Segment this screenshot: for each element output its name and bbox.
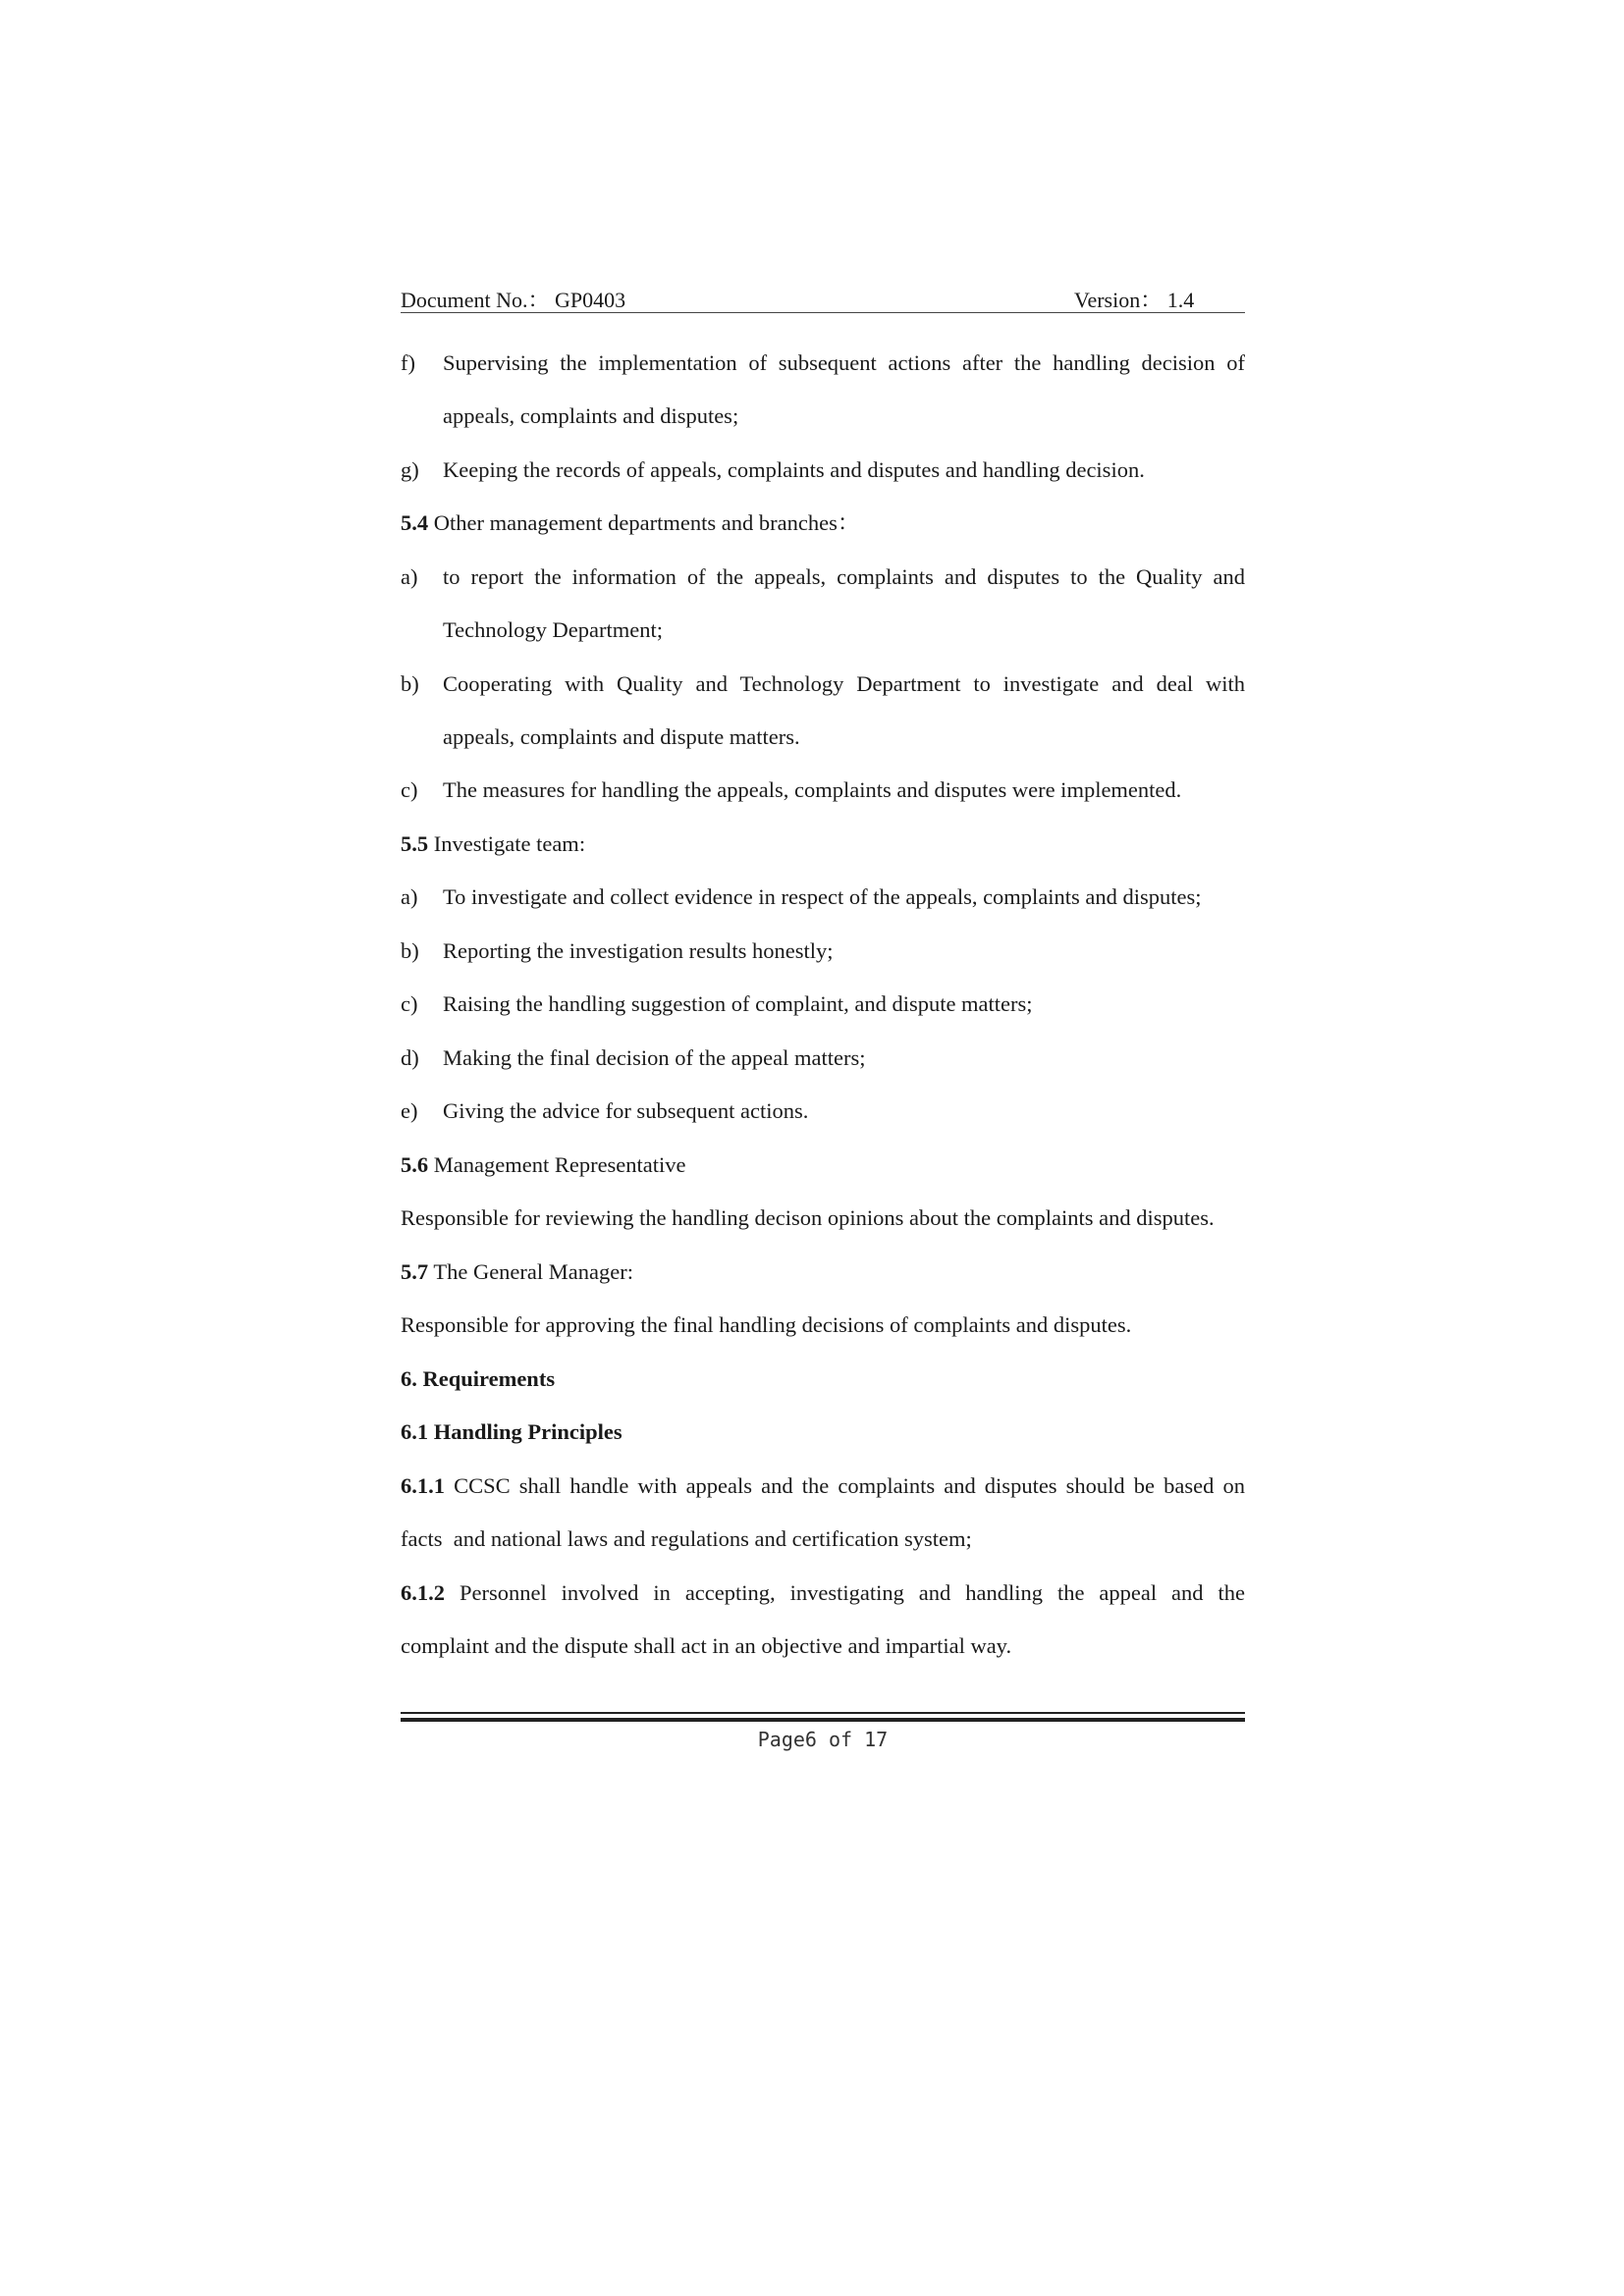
clause-6-1-1-line1 — [401, 1472, 1245, 1500]
list-marker: c) — [401, 777, 418, 802]
list-item-text: Cooperating with Quality and Technology Department to investigate and deal with — [443, 671, 1245, 696]
list-item-text: Making the final decision of the appeal matters; — [443, 1045, 866, 1070]
list-item-f-line1 — [401, 349, 1245, 377]
clause-number: 6.1.1 — [401, 1473, 445, 1498]
clause-6-1-2-line2: complaint and the dispute shall act in an objective and impartial way. — [401, 1633, 1012, 1658]
list-item-f-line2: appeals, complaints and disputes; — [443, 403, 739, 428]
list-item-text: to report the information of the appeals, complaints and disputes to the Quality and — [443, 564, 1245, 589]
section-5-7-heading — [401, 1258, 1245, 1286]
list-item-5-4-b-line2: appeals, complaints and dispute matters. — [443, 724, 800, 749]
list-item-5-4-a-line1 — [401, 563, 1245, 591]
list-item-text: Keeping the records of appeals, complaints and disputes and handling decision. — [443, 457, 1145, 482]
document-number: Document No.： GP0403 — [401, 288, 626, 312]
list-item-text: Raising the handling suggestion of complaint, and dispute matters; — [443, 991, 1033, 1016]
section-5-6-text: Responsible for reviewing the handling decison opinions about the complaints and disputes. — [401, 1205, 1215, 1230]
list-marker: d) — [401, 1045, 419, 1070]
section-title: Management Representative — [428, 1152, 686, 1177]
section-number: 5.7 — [401, 1259, 429, 1284]
footer-rule-thin — [401, 1712, 1245, 1714]
section-title: Investigate team: — [428, 831, 586, 856]
list-marker: b) — [401, 938, 419, 963]
section-number: 5.4 — [401, 510, 429, 535]
list-marker: f) — [401, 350, 415, 375]
section-5-6-heading — [401, 1151, 1245, 1179]
section-title: The General Manager: — [428, 1259, 633, 1284]
list-marker: c) — [401, 991, 418, 1016]
list-item-5-4-b-line1 — [401, 670, 1245, 698]
clause-text: Personnel involved in accepting, investigating and handling the appeal and the — [445, 1580, 1245, 1605]
section-5-5-heading — [401, 830, 1245, 858]
section-number: 5.6 — [401, 1152, 429, 1177]
clause-6-1-2-line1 — [401, 1579, 1245, 1607]
list-item-5-5-a — [401, 883, 1245, 911]
list-item-text: To investigate and collect evidence in respect of the appeals, complaints and disputes; — [443, 884, 1202, 909]
list-marker: a) — [401, 564, 418, 589]
section-5-4-heading — [401, 509, 1245, 537]
page-number: Page6 of 17 — [757, 1728, 889, 1751]
list-item-g — [401, 456, 1245, 484]
section-title: Other management departments and branches： — [428, 510, 860, 535]
list-marker: b) — [401, 671, 419, 696]
section-6-heading: 6. Requirements — [401, 1366, 556, 1391]
list-item-5-4-c — [401, 776, 1245, 804]
list-item-text: Supervising the implementation of subsequent actions after the handling decision of — [443, 350, 1245, 375]
list-item-text: Reporting the investigation results honestly; — [443, 938, 834, 963]
list-item-text: The measures for handling the appeals, complaints and disputes were implemented. — [443, 777, 1182, 802]
footer-rule-thick — [401, 1718, 1245, 1722]
list-marker: g) — [401, 457, 419, 482]
list-item-5-5-e — [401, 1097, 1245, 1125]
list-marker: a) — [401, 884, 418, 909]
list-item-5-5-d — [401, 1044, 1245, 1072]
list-item-5-5-b — [401, 937, 1245, 965]
section-number: 5.5 — [401, 831, 429, 856]
list-marker: e) — [401, 1098, 418, 1123]
list-item-text: Giving the advice for subsequent actions. — [443, 1098, 809, 1123]
clause-number: 6.1.2 — [401, 1580, 445, 1605]
page-header — [401, 277, 1245, 313]
clause-text: CCSC shall handle with appeals and the complaints and disputes should be based on — [445, 1473, 1245, 1498]
clause-6-1-1-line2: facts and national laws and regulations and certification system; — [401, 1526, 972, 1551]
document-version: Version： 1.4 — [1074, 288, 1195, 312]
section-5-7-text: Responsible for approving the final handling decisions of complaints and disputes. — [401, 1312, 1132, 1337]
list-item-5-5-c — [401, 990, 1245, 1018]
list-item-5-4-a-line2: Technology Department; — [443, 617, 663, 642]
section-6-1-heading: 6.1 Handling Principles — [401, 1419, 623, 1444]
